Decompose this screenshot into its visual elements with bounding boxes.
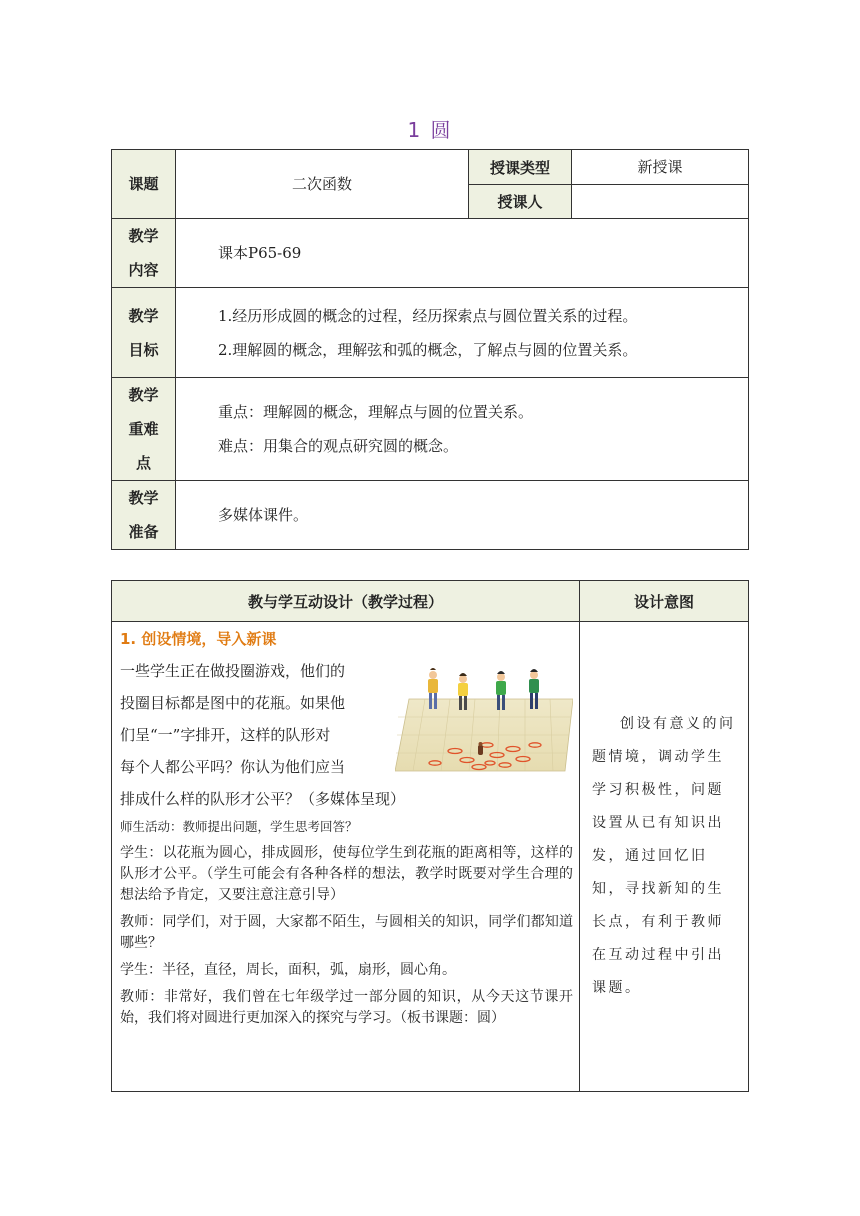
dialogue-paragraph: 学生：半径，直径，周长，面积，弧，扇形，圆心角。	[120, 962, 456, 978]
goal-item: 1.经历形成圆的概念的过程，经历探索点与圆位置关系的过程。	[218, 306, 638, 325]
intro-line: 一些学生正在做投圈游戏，他们的	[120, 662, 346, 680]
topic-label: 课题	[112, 150, 176, 219]
page-title: 1 圆	[407, 118, 453, 142]
intro-line: 们呈“一”字排开，这样的队形对	[120, 726, 331, 744]
type-value: 新授课	[572, 150, 749, 185]
type-label: 授课类型	[469, 150, 572, 185]
ring-toss-illustration	[395, 659, 573, 777]
goals-value	[176, 288, 749, 378]
teacher-value	[572, 185, 749, 219]
goals-label: 教学 目标	[112, 288, 176, 378]
content-label: 教学 内容	[112, 219, 176, 288]
intro-block	[120, 655, 573, 815]
dialogue-paragraph: 教师：非常好，我们曾在七年级学过一部分圆的知识，从今天这节课开始，我们将对圆进行更加深入的探究与学习。（板书课题：圆）	[120, 989, 573, 1026]
topic-value: 二次函数	[176, 150, 469, 219]
intro-line: 排成什么样的队形才公平？（多媒体呈现）	[120, 790, 406, 808]
intent-text: 创设有意义的问题情境，调动学生学习积极性，问题设置从已有知识出发，通过回忆旧知，寻找新知的生长点，有利于教师在互动过程中引出课题。	[592, 716, 736, 996]
process-header: 教与学互动设计（教学过程）	[112, 581, 580, 622]
key-points-value	[176, 378, 749, 481]
lesson-info-table	[111, 149, 749, 550]
dialogue-paragraph: 学生：以花瓶为圆心，排成圆形，使每位学生到花瓶的距离相等，这样的队形才公平。（学生可能会有各种各样的想法，教学时既要对学生合理的想法给予肯定，又要注意注意引导）	[120, 845, 573, 903]
key-point-item: 难点：用集合的观点研究圆的概念。	[218, 437, 459, 455]
intro-line: 每个人都公平吗？你认为他们应当	[120, 758, 346, 776]
prep-label: 教学 准备	[112, 481, 176, 550]
teaching-process-table	[111, 580, 749, 1092]
goal-item: 2.理解圆的概念，理解弦和弧的概念，了解点与圆的位置关系。	[218, 340, 638, 359]
activity-note: 师生活动：教师提出问题，学生思考回答？	[120, 819, 358, 834]
content-value: 课本P65-69	[176, 219, 749, 288]
teacher-label: 授课人	[469, 185, 572, 219]
dialogue-paragraph: 教师：同学们，对于圆，大家都不陌生，与圆相关的知识，同学们都知道哪些？	[120, 914, 573, 951]
intent-header: 设计意图	[580, 581, 749, 622]
key-point-item: 重点：理解圆的概念，理解点与圆的位置关系。	[218, 403, 534, 421]
process-content	[112, 622, 580, 1092]
intro-line: 投圈目标都是图中的花瓶。如果他	[120, 694, 346, 712]
key-points-label: 教学 重难 点	[112, 378, 176, 481]
design-intent	[580, 622, 749, 1092]
vase-icon	[478, 742, 483, 755]
prep-value: 多媒体课件。	[176, 481, 749, 550]
section-title: 1. 创设情境，导入新课	[120, 630, 277, 648]
